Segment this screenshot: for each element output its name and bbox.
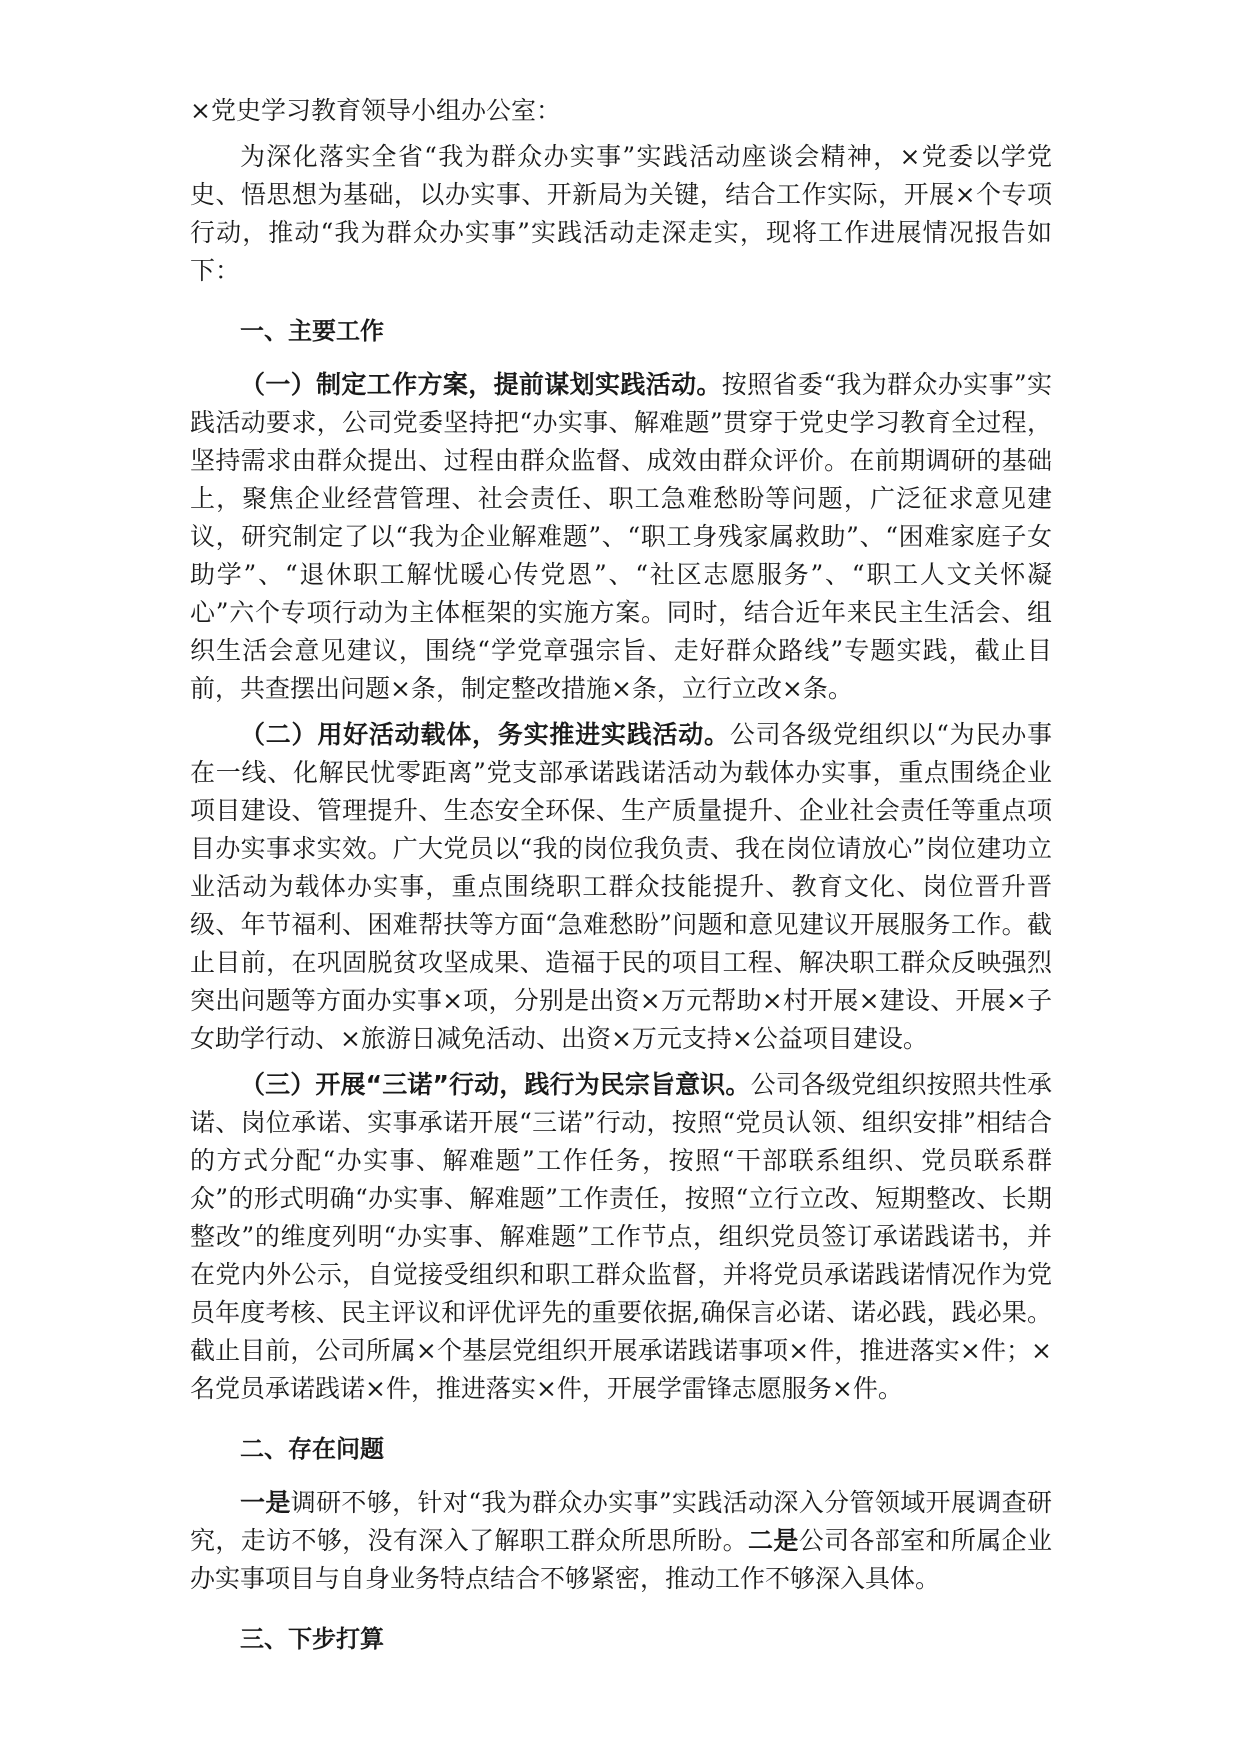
problem-1-text: 调研不够，针对“我为群众办实事”实践活动深入分管领域开展调查研究，走访不够，没有深入了解职工群众所思所盼。 bbox=[190, 1488, 1052, 1555]
problem-1-lead: 一是 bbox=[240, 1488, 291, 1517]
work-item-2 bbox=[190, 716, 1052, 1058]
work-item-3 bbox=[190, 1066, 1052, 1408]
work-item-2-body: 公司各级党组织以“为民办事在一线、化解民忧零距离”党支部承诺践诺活动为载体办实事，重点围绕企业项目建设、管理提升、生态安全环保、生产质量提升、企业社会责任等重点项目办实事求实效。广大党员以“我的岗位我负责、我在岗位请放心”岗位建功立业活动为载体办实事，重点围绕职工群众技能提升、教育文化、岗位晋升晋级、年节福利、困难帮扶等方面“急难愁盼”问题和意见建议开展服务工作。截止目前，在巩固脱贫攻坚成果、造福于民的项目工程、解决职工群众反映强烈突出问题等方面办实事×项，分别是出资×万元帮助×村开展×建设、开展×子女助学行动、×旅游日减免活动、出资×万元支持×公益项目建设。 bbox=[190, 720, 1052, 1053]
intro-paragraph: 为深化落实全省“我为群众办实事”实践活动座谈会精神，×党委以学党史、悟思想为基础，以办实事、开新局为关键，结合工作实际，开展×个专项行动，推动“我为群众办实事”实践活动走深走实，现将工作进展情况报告如下： bbox=[190, 142, 1052, 285]
work-item-3-body: 公司各级党组织按照共性承诺、岗位承诺、实事承诺开展“三诺”行动，按照“党员认领、组织安排”相结合的方式分配“办实事、解难题”工作任务，按照“干部联系组织、党员联系群众”的形式明确“办实事、解难题”工作责任，按照“立行立改、短期整改、长期整改”的维度列明“办实事、解难题”工作节点，组织党员签订承诺践诺书，并在党内外公示，自觉接受组织和职工群众监督，并将党员承诺践诺情况作为党员年度考核、民主评议和评优评先的重要依据,确保言必诺、诺必践，践必果。截止目前，公司所属×个基层党组织开展承诺践诺事项×件，推进落实×件；×名党员承诺践诺×件，推进落实×件，开展学雷锋志愿服务×件。 bbox=[190, 1070, 1052, 1403]
salutation: ×党史学习教育领导小组办公室： bbox=[190, 96, 561, 125]
work-item-1 bbox=[190, 366, 1052, 708]
section-heading-main-work: 一、主要工作 bbox=[240, 317, 384, 345]
problem-2-text: 公司各部室和所属企业办实事项目与自身业务特点结合不够紧密，推动工作不够深入具体。 bbox=[190, 1526, 1052, 1593]
section-heading-problems: 二、存在问题 bbox=[240, 1435, 384, 1463]
document-page bbox=[190, 92, 1052, 1674]
work-item-3-lead: （三）开展“三诺”行动，践行为民宗旨意识。 bbox=[240, 1070, 751, 1099]
section-heading-next-steps: 三、下步打算 bbox=[240, 1625, 384, 1653]
work-item-2-lead: （二）用好活动载体，务实推进实践活动。 bbox=[240, 720, 730, 749]
problems-paragraph bbox=[190, 1484, 1052, 1598]
work-item-1-body: 按照省委“我为群众办实事”实践活动要求，公司党委坚持把“办实事、解难题”贯穿于党史学习教育全过程，坚持需求由群众提出、过程由群众监督、成效由群众评价。在前期调研的基础上，聚焦企业经营管理、社会责任、职工急难愁盼等问题，广泛征求意见建议，研究制定了以“我为企业解难题”、“职工身残家属救助”、“困难家庭子女助学”、“退休职工解忧暖心传党恩”、“社区志愿服务”、“职工人文关怀凝心”六个专项行动为主体框架的实施方案。同时，结合近年来民主生活会、组织生活会意见建议，围绕“学党章强宗旨、走好群众路线”专题实践，截止目前，共查摆出问题×条，制定整改措施×条，立行立改×条。 bbox=[190, 370, 1052, 703]
problem-2-lead: 二是 bbox=[747, 1526, 799, 1555]
work-item-1-lead: （一）制定工作方案，提前谋划实践活动。 bbox=[240, 370, 722, 399]
